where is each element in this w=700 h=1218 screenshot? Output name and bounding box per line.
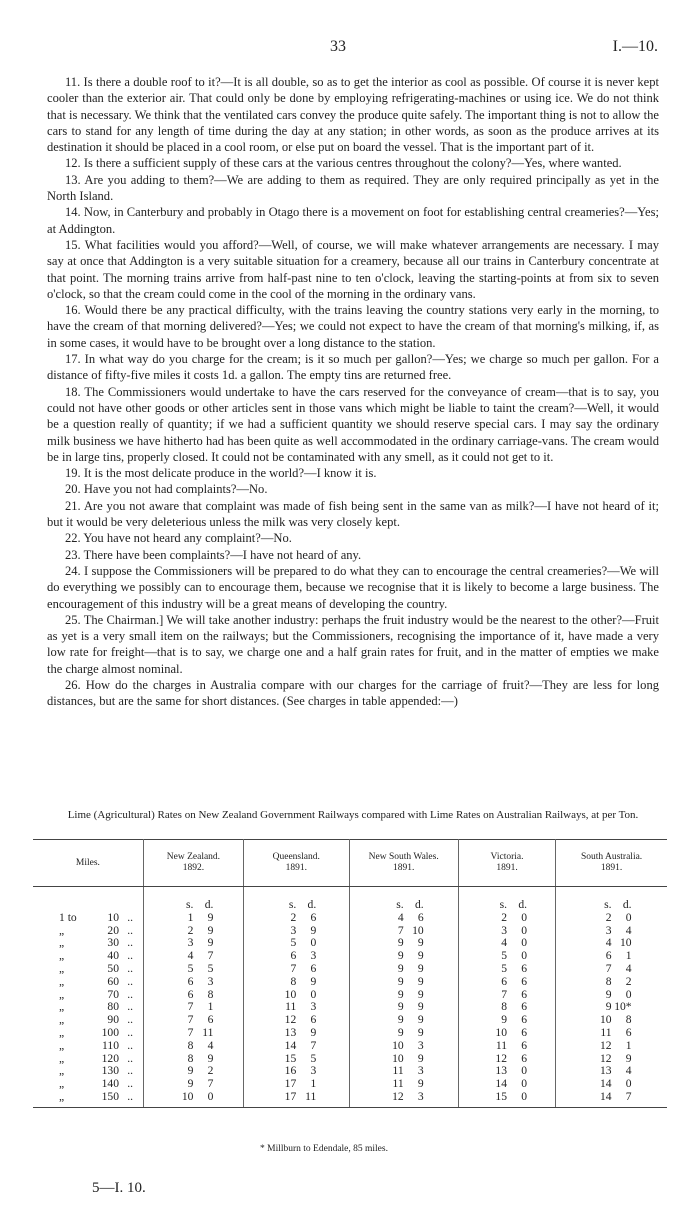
rate-cell-qld: 3 9 [243,925,349,938]
rate-cell-nz: 1 9 [143,912,243,925]
rate-cell-nz: 8 4 [143,1040,243,1053]
rate-cell-nz: 9 2 [143,1065,243,1078]
rate-cell-sa: 10 8 [599,1013,632,1027]
paragraph: 16. Would there be any practical difficulty, with the trains leaving the country stations very early in the morning, to have the cream of that morning delivered?—Yes; we could not expect to have the cream of that morning's milking, if, as in some cases, it would have to be brought over a long distance to the station. [47,303,659,350]
miles-cell: „ 40 .. [33,950,143,963]
rate-cell-nz: 5 5 [143,963,243,976]
rate-cell-qld: 2 6 [243,912,349,925]
miles-cell: „ 50 .. [33,963,143,976]
rate-cell-nsw: 9 9 [349,950,458,963]
rate-cell-sa: 11 6 [600,1025,632,1039]
miles-cell: „ 90 .. [33,1014,143,1027]
table-header-row [33,840,667,887]
rate-cell-nz: 7 11 [143,1027,243,1040]
rate-cell-nsw: 12 3 [349,1091,458,1107]
rate-cell-sa: 6 1 [605,949,632,963]
rate-cell-vic: 9 6 [458,1014,555,1027]
miles-cell: „ 30 .. [33,937,143,950]
rate-cell-qld: 8 9 [243,976,349,989]
rate-cell-nz: 6 8 [143,989,243,1002]
rate-cell-nsw: 10 9 [349,1053,458,1066]
paragraph: 20. Have you not had complaints?—No. [65,482,268,497]
paragraph: 13. Are you adding to them?—We are adding to them as required. They are only required principally as yet in the North Island. [47,172,659,204]
miles-cell: „ 100 .. [33,1027,143,1040]
rate-cell-vic: 11 6 [458,1040,555,1053]
paragraph: 22. You have not heard any complaint?—No. [65,531,292,546]
rate-cell-qld: 13 9 [243,1027,349,1040]
rate-cell-nz: 9 7 [143,1078,243,1091]
rate-cell-nsw: 11 9 [349,1078,458,1091]
rate-cell-vic: 6 6 [458,976,555,989]
rate-cell-sa: 8 2 [605,974,632,988]
rate-cell-nsw: 9 9 [349,989,458,1002]
rate-cell-nsw: 9 9 [349,976,458,989]
miles-cell: „ 130 .. [33,1065,143,1078]
rate-cell-vic: 5 0 [458,950,555,963]
paragraph: 19. It is the most delicate produce in the world?—I know it is. [65,466,377,481]
table-row [33,1091,667,1107]
rate-cell-nsw: 7 10 [349,925,458,938]
rate-cell-nsw: 9 9 [349,963,458,976]
paragraph: 24. I suppose the Commissioners will be prepared to do what they can to encourage the central creameries?—We will do everything we possibly can to encourage them, because we recognise that it is likely to become a large business. The encouragement of this industry will be a great means of developing the country. [47,563,659,611]
paragraph: 26. How do the charges in Australia compare with our charges for the carriage of fruit?—They are less for long distances, but are the same for short distances. (See charges in table appended:—) [47,677,659,709]
rate-cell-nz: 7 6 [143,1014,243,1027]
miles-cell: „ 20 .. [33,925,143,938]
paragraph: 17. In what way do you charge for the cream; is it so much per gallon?—Yes; we charge so much per gallon. For a distance of fifty-five miles it costs 1d. a gallon. The empty tins are returned free. [47,352,659,383]
document-reference: I.—10. [612,38,658,55]
table-row [33,1027,667,1040]
rate-cell-sa: 2 0 [605,910,632,924]
rate-cell-sa: 12 9 [599,1051,632,1065]
page-footer-signature: 5—I. 10. [92,1180,146,1196]
lime-rates-table [33,839,667,1108]
units-row: s. d. s. d. s. d. s. d. s. d. [33,887,667,912]
table-row [33,963,667,976]
rate-cell-vic: 5 6 [458,963,555,976]
column-header-new-zealand: New Zealand. 1892. [143,840,243,887]
rate-cell-nz: 2 9 [143,925,243,938]
rate-cell-sa: 4 10 [605,936,632,950]
rate-cell-vic: 10 6 [458,1027,555,1040]
rate-cell-qld: 14 7 [243,1040,349,1053]
column-header-queensland: Queensland. 1891. [243,840,349,887]
table-row [33,1040,667,1053]
rate-cell-nsw: 10 3 [349,1040,458,1053]
paragraph: 12. Is there a sufficient supply of these cars at the various centres throughout the colony?—Yes, where wanted. [65,156,622,171]
rate-cell-vic: 2 0 [458,912,555,925]
rate-cell-qld: 10 0 [243,989,349,1002]
column-header-south-australia: South Australia. 1891. [556,840,667,887]
rate-cell-nz: 10 0 [143,1091,243,1107]
column-header-new-south-wales: New South Wales. 1891. [349,840,458,887]
rate-cell-qld: 17 11 [243,1091,349,1107]
table-row [33,912,667,925]
rate-cell-sa: 9 10* [605,1000,632,1014]
paragraph: 23. There have been complaints?—I have not heard of any. [65,547,362,562]
paragraph: 15. What facilities would you afford?—Well, of course, we will make whatever arrangements are necessary. I may say at once that Addington is a very suitable situation for a creamery, because all our trains in Canterbury concentrate at that point. The morning trains arrive from half-past nine to ten o'clock, leaving the starting-points at from six to seven o'clock, so that the cream could come in the cool of the morning in the ordinary vans. [47,237,659,301]
table-row [33,976,667,989]
table-title: Lime (Agricultural) Rates on New Zealand Government Railways compared with Lime Rates on Australian Railways, at per Ton. [67,809,639,821]
rate-cell-nz: 7 1 [143,1001,243,1014]
rate-cell-qld: 17 1 [243,1078,349,1091]
rate-cell-sa: 13 4 [599,1064,632,1078]
page-number: 33 [330,38,346,55]
rate-cell-nsw: 9 9 [349,1027,458,1040]
rate-cell-nz: 6 3 [143,976,243,989]
rate-cell-nz: 8 9 [143,1053,243,1066]
miles-cell: „ 80 .. [33,1001,143,1014]
miles-cell: „ 150 .. [33,1091,143,1107]
rate-cell-vic: 12 6 [458,1053,555,1066]
body-text [47,74,659,710]
rate-cell-vic: 7 6 [458,989,555,1002]
rate-cell-qld: 7 6 [243,963,349,976]
rate-cell-sa: 12 1 [599,1038,632,1052]
rate-cell-nz: 4 7 [143,950,243,963]
miles-cell: „ 140 .. [33,1078,143,1091]
miles-cell: „ 70 .. [33,989,143,1002]
paragraph: 18. The Commissioners would undertake to have the cars reserved for the conveyance of cream—that is to say, you could not have other goods or other articles sent in those vans which might be liable to taint the cream?—Well, it would be a question really of quantity; if we had a sufficient quantity we should reserve special cars. I may say the ordinary milk business we have hitherto had has been quite as well accommodated in the ordinary carriage-vans. The cream would be in large tins, properly closed. It could not be contaminated with any smell, as it could not get to it. [47,384,659,464]
table-footnote: * Millburn to Edendale, 85 miles. [260,1144,388,1154]
rate-cell-vic: 15 0 [458,1091,555,1107]
rate-cell-nsw: 9 9 [349,937,458,950]
rate-cell-qld: 15 5 [243,1053,349,1066]
rate-cell-nsw: 9 9 [349,1014,458,1027]
paragraph: 11. Is there a double roof to it?—It is all double, so as to get the interior as cool as possible. Of course it is never kept cooler than the exterior air. That could only be done by employing refrigerating-machines or using ice. We do not think that is necessary. We think that the ventilated cars convey the produce quite safely. The important thing is not to allow the cars to stand for any length of time during the day at any station; in other words, as soon as the produce arrives at its destination it should be placed in a cool room, or else put on board the vessel. That is the important part of it. [47,75,659,155]
rate-cell-qld: 5 0 [243,937,349,950]
rate-cell-nsw: 9 9 [349,1001,458,1014]
paragraph: 21. Are you not aware that complaint was made of fish being sent in the same van as milk?—I have not heard of it; but it would be very deleterious unless the milk was very closely kept. [47,498,659,530]
miles-cell: „ 60 .. [33,976,143,989]
column-header-miles: Miles. [33,840,143,887]
miles-cell: 1 to 10 .. [33,912,143,925]
rate-cell-qld: 6 3 [243,950,349,963]
rate-cell-nsw: 4 6 [349,912,458,925]
miles-cell: „ 120 .. [33,1053,143,1066]
rate-cell-sa: 3 4 [605,923,632,937]
rate-cell-sa: 7 4 [605,961,632,975]
rate-cell-sa: 14 0 [599,1077,632,1091]
column-header-victoria: Victoria. 1891. [458,840,555,887]
rate-cell-vic: 4 0 [458,937,555,950]
paragraph: 14. Now, in Canterbury and probably in Otago there is a movement on foot for establishing central creameries?—Yes; at Addington. [47,205,659,236]
rate-cell-sa: 14 7 [556,1091,667,1107]
rate-cell-vic: 8 6 [458,1001,555,1014]
miles-cell: „ 110 .. [33,1040,143,1053]
page-header [0,38,700,60]
rate-cell-vic: 3 0 [458,925,555,938]
rate-cell-nsw: 11 3 [349,1065,458,1078]
rate-cell-qld: 12 6 [243,1014,349,1027]
rate-cell-vic: 13 0 [458,1065,555,1078]
rate-cell-qld: 16 3 [243,1065,349,1078]
paragraph: 25. The Chairman.] We will take another industry: perhaps the fruit industry would be the nearest to the other?—Fruit as yet is a very small item on the railways; but the Commissioners, recognising the importance of it, have made a very low rate for freight—that is to say, we charge one and a half grain rates for fruit, and in the matter of empties we make the charge almost nominal. [47,612,659,676]
rate-cell-qld: 11 3 [243,1001,349,1014]
rate-cell-vic: 14 0 [458,1078,555,1091]
rate-cell-nz: 3 9 [143,937,243,950]
rate-cell-sa: 9 0 [605,987,632,1001]
